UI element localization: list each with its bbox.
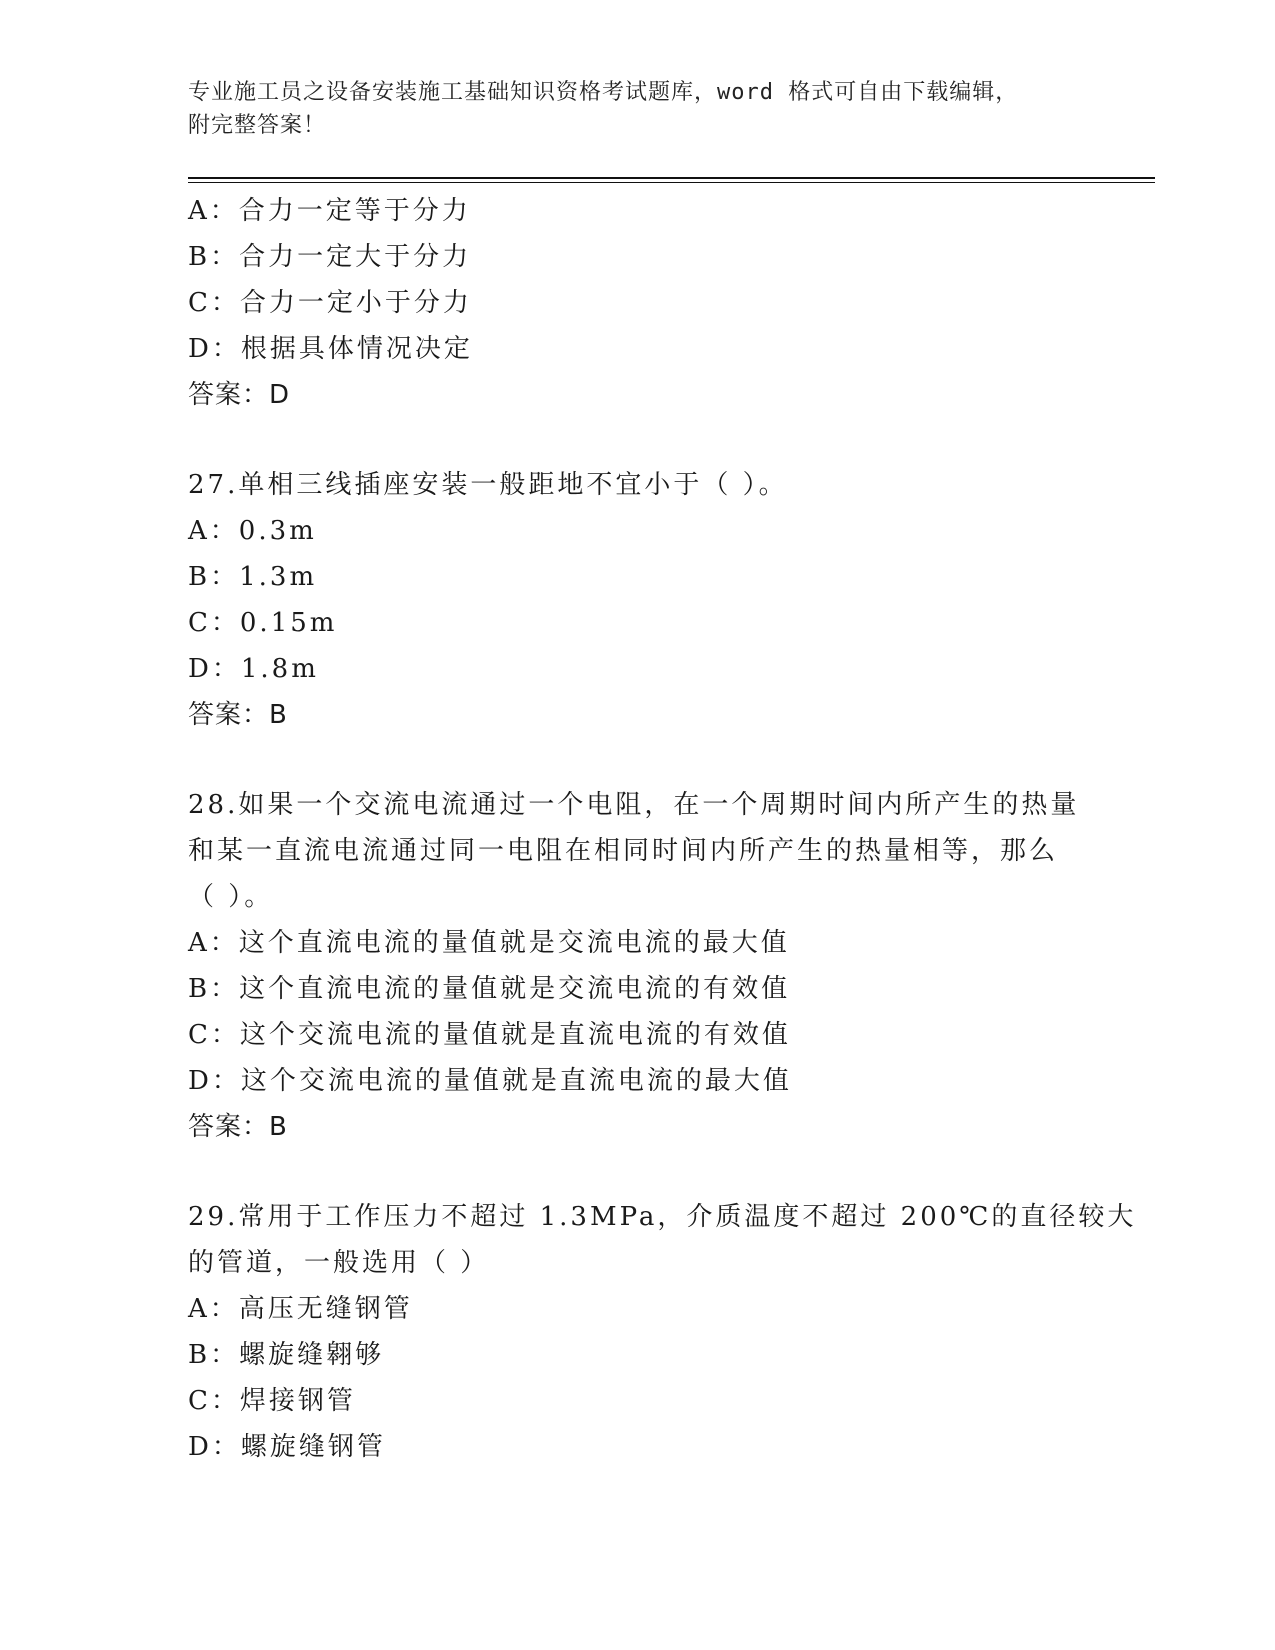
question-list — [188, 188, 1137, 1470]
question-text-line-2: 和某一直流电流通过同一电阻在相同时间内所产生的热量相等，那么 — [188, 836, 1059, 866]
answer: 答案：B — [188, 700, 288, 730]
answer: 答案：B — [188, 1112, 288, 1142]
option-b: B：这个直流电流的量值就是交流电流的有效值 — [188, 974, 791, 1004]
option-d: D：螺旋缝钢管 — [188, 1432, 386, 1462]
option-d: D：根据具体情况决定 — [188, 334, 473, 364]
option-a: A：合力一定等于分力 — [188, 196, 471, 226]
document-header — [188, 76, 1068, 142]
option-b: B：合力一定大于分力 — [188, 242, 472, 272]
option-b: B：螺旋缝翱够 — [188, 1340, 385, 1370]
option-c: C：焊接钢管 — [188, 1386, 356, 1416]
option-c: C：0.15m — [188, 608, 338, 638]
option-d: D：这个交流电流的量值就是直流电流的最大值 — [188, 1066, 792, 1096]
option-a: A：0.3m — [188, 516, 317, 546]
option-c: C：合力一定小于分力 — [188, 288, 472, 318]
question-text-line-3: （ ）。 — [188, 882, 274, 912]
option-a: A：这个直流电流的量值就是交流电流的最大值 — [188, 928, 790, 958]
header-divider-thin — [188, 182, 1155, 183]
answer: 答案：D — [188, 380, 291, 410]
question-29 — [188, 1194, 1137, 1470]
question-28 — [188, 782, 1088, 1150]
option-b: B：1.3m — [188, 562, 318, 592]
question-text-line-1: 28.如果一个交流电流通过一个电阻，在一个周期时间内所产生的热量 — [188, 790, 1080, 820]
header-line-1: 专业施工员之设备安装施工基础知识资格考试题库，word 格式可自由下载编辑， — [188, 80, 1019, 105]
question-text: 27.单相三线插座安装一般距地不宜小于（ ）。 — [188, 470, 788, 500]
option-d: D：1.8m — [188, 654, 319, 684]
option-c: C：这个交流电流的量值就是直流电流的有效值 — [188, 1020, 791, 1050]
header-divider-thick — [188, 177, 1155, 179]
question-27 — [188, 462, 1088, 738]
question-text-line-1: 29.常用于工作压力不超过 1.3MPa，介质温度不超过 200℃的直径较大 — [188, 1202, 1137, 1232]
question-text-line-2: 的管道，一般选用（ ） — [188, 1248, 490, 1278]
option-a: A：高压无缝钢管 — [188, 1294, 413, 1324]
header-line-2: 附完整答案！ — [188, 113, 327, 138]
question-26 — [188, 188, 1088, 418]
